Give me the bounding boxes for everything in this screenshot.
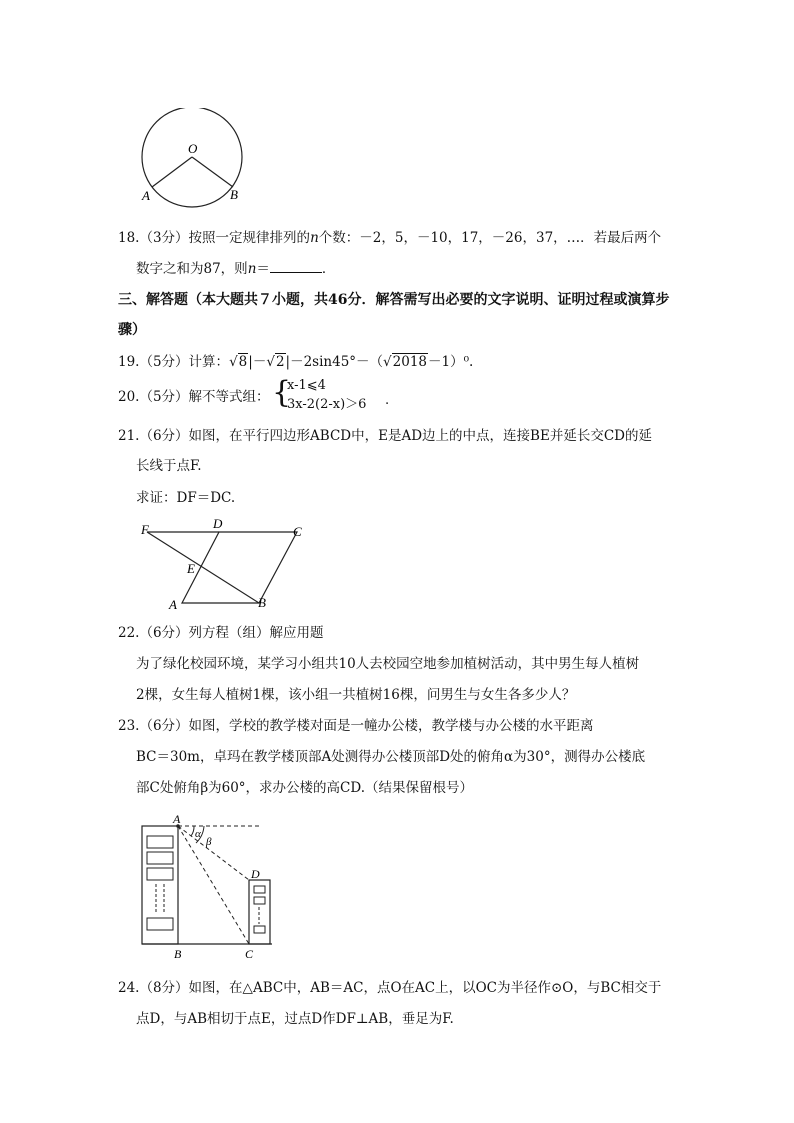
- label-f: F: [141, 522, 149, 537]
- question-24-line1: 24.（8分）如图，在△ABC中，AB＝AC，点O在AC上，以OC为半径作⊙O，与BC相交于: [118, 980, 662, 996]
- parallelogram-abcd: [182, 532, 297, 603]
- question-22-line3: 2棵，女生每人植树1棵，该小组一共植树16棵，问男生与女生各多少人？: [136, 687, 576, 703]
- section-3-heading-line2: 骤）: [118, 322, 146, 338]
- label-c: C: [293, 524, 302, 539]
- question-23-line2: BC＝30m，卓玛在教学楼顶部A处测得办公楼顶部D处的俯角α为30°，测得办公楼底: [136, 749, 646, 765]
- window: [147, 852, 173, 864]
- question-23-line3: 部C处俯角β为60°，求办公楼的高CD.（结果保留根号）: [136, 780, 474, 796]
- question-21-line3: 求证：DF＝DC.: [136, 490, 236, 506]
- label-e: E: [187, 561, 195, 576]
- line-fb: [147, 532, 259, 603]
- window: [147, 918, 173, 930]
- inequality-2: 3x-2(2-x)＞6: [287, 397, 367, 412]
- section-3-heading-line1: 三、解答题（本大题共７小题，共46分．解答需写出必要的文字说明、证明过程或演算步: [118, 292, 670, 308]
- window: [254, 926, 265, 933]
- question-20-prefix: 20.（5分）解不等式组：: [118, 389, 270, 405]
- question-22-line2: 为了绿化校园环境，某学习小组共10人去校园空地参加植树活动，其中男生每人植树: [136, 656, 640, 672]
- window: [147, 836, 173, 848]
- window: [254, 886, 265, 893]
- window: [147, 868, 173, 880]
- sight-line-ac: [178, 826, 249, 944]
- inequality-1: x-1⩽4: [287, 378, 326, 393]
- radius-oa: [152, 157, 192, 187]
- label-a: A: [142, 188, 150, 203]
- label-d: D: [213, 516, 223, 531]
- label-alpha: α: [195, 828, 201, 840]
- sqrt-8: √8: [229, 354, 248, 370]
- buildings-figure: [136, 812, 276, 962]
- question-21-line1: 21.（6分）如图，在平行四边形ABCD中，E是AD边上的中点，连接BE并延长交CD的延: [118, 428, 652, 444]
- label-beta: β: [206, 836, 212, 848]
- label-b: B: [258, 595, 266, 610]
- circle-figure: [130, 108, 260, 208]
- sight-line-ad: [178, 826, 249, 880]
- angle-alpha-arc: [191, 826, 194, 836]
- answer-blank[interactable]: [270, 260, 322, 273]
- parallelogram-figure: [135, 512, 315, 612]
- label-b: B: [230, 187, 238, 202]
- radius-ob: [192, 157, 233, 187]
- question-24-line2: 点D，与AB相切于点E，过点D作DF⊥AB，垂足为F.: [136, 1011, 454, 1027]
- label-b: B: [174, 947, 182, 961]
- question-21-line2: 长线于点F.: [136, 458, 202, 474]
- sqrt-2: √2: [266, 354, 285, 370]
- label-a: A: [169, 597, 177, 612]
- label-c: C: [245, 947, 254, 961]
- question-22-line1: 22.（6分）列方程（组）解应用题: [118, 625, 324, 641]
- question-20-dot: .: [385, 393, 390, 408]
- question-18-line2: 数字之和为87，则n＝ ．: [136, 261, 336, 277]
- sqrt-2018: √2018: [383, 354, 428, 370]
- question-19: 19.（5分）计算：√8|－√2|－2sin45°－（√2018－1）⁰.: [118, 354, 474, 370]
- label-a: A: [173, 812, 181, 826]
- brace: {: [272, 375, 292, 410]
- question-23-line1: 23.（6分）如图，学校的教学楼对面是一幢办公楼，教学楼与办公楼的水平距离: [118, 718, 594, 734]
- label-d: D: [251, 867, 260, 881]
- window: [254, 897, 265, 904]
- question-18-line1: 18.（3分）按照一定规律排列的n个数：－2，5，－10，17，－26，37，…．若最后两个: [118, 230, 662, 246]
- label-o: O: [188, 141, 198, 156]
